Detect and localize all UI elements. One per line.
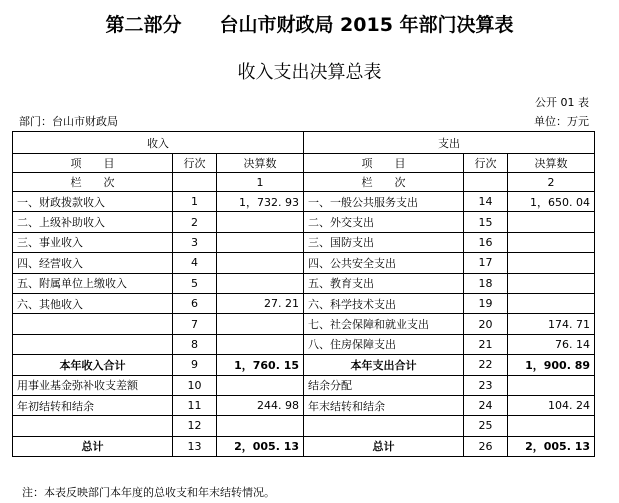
expense-item-cell: 四、公共安全支出 (304, 253, 464, 273)
expense-item-cell: 结余分配 (304, 375, 464, 395)
unit-label: 单位：万元 (534, 115, 589, 128)
expense-item-header: 项 目 (304, 154, 464, 173)
income-item-cell (13, 314, 173, 334)
expense-line-cell: 19 (464, 293, 508, 313)
income-amount-cell (217, 314, 304, 334)
report-title: 第二部分 台山市财政局 2015 年部门决算表 (105, 14, 514, 36)
expense-amount-cell (508, 416, 595, 436)
expense-line-cell: 20 (464, 314, 508, 334)
expense-line-cell: 16 (464, 232, 508, 252)
expense-item-cell: 总计 (304, 436, 464, 456)
expense-amount-cell: 174. 71 (508, 314, 595, 334)
income-amount-cell: 27. 21 (217, 293, 304, 313)
income-amount-header: 决算数 (217, 154, 304, 173)
table-row (13, 273, 595, 293)
table-row (13, 436, 595, 456)
expense-item-cell (304, 416, 464, 436)
income-item-cell: 五、附属单位上缴收入 (13, 273, 173, 293)
income-amount-cell: 2，005. 13 (217, 436, 304, 456)
expense-line-cell: 22 (464, 355, 508, 375)
expense-amount-header: 决算数 (508, 154, 595, 173)
expense-item-cell: 三、国防支出 (304, 232, 464, 252)
income-line-cell: 3 (173, 232, 217, 252)
department-label: 部门：台山市财政局 (19, 115, 118, 128)
expense-index-label: 栏 次 (304, 173, 464, 192)
section-header-row (13, 132, 595, 154)
table-row (13, 395, 595, 415)
expense-amount-cell (508, 273, 595, 293)
expense-line-cell: 17 (464, 253, 508, 273)
expense-amount-cell (508, 375, 595, 395)
expense-amount-cell (508, 253, 595, 273)
table-row (13, 314, 595, 334)
table-row (13, 192, 595, 212)
table-row (13, 375, 595, 395)
income-amount-cell: 1，760. 15 (217, 355, 304, 375)
expense-amount-cell: 2，005. 13 (508, 436, 595, 456)
income-item-cell: 二、上级补助收入 (13, 212, 173, 232)
income-index-value: 1 (217, 173, 304, 192)
income-item-cell: 用事业基金弥补收支差额 (13, 375, 173, 395)
expense-item-cell: 一、一般公共服务支出 (304, 192, 464, 212)
income-item-cell: 三、事业收入 (13, 232, 173, 252)
expense-index-line (464, 173, 508, 192)
income-item-header: 项 目 (13, 154, 173, 173)
income-item-cell: 一、财政拨款收入 (13, 192, 173, 212)
income-line-cell: 2 (173, 212, 217, 232)
column-index-row (13, 173, 595, 192)
income-amount-cell (217, 273, 304, 293)
expense-header: 支出 (304, 132, 595, 154)
expense-line-cell: 23 (464, 375, 508, 395)
expense-line-cell: 25 (464, 416, 508, 436)
expense-amount-cell: 104. 24 (508, 395, 595, 415)
column-header-row (13, 154, 595, 173)
income-item-cell: 四、经营收入 (13, 253, 173, 273)
income-line-cell: 1 (173, 192, 217, 212)
income-line-cell: 12 (173, 416, 217, 436)
income-line-cell: 5 (173, 273, 217, 293)
expense-amount-cell: 1，650. 04 (508, 192, 595, 212)
income-index-label: 栏 次 (13, 173, 173, 192)
income-header: 收入 (13, 132, 304, 154)
income-amount-cell (217, 334, 304, 354)
income-line-cell: 9 (173, 355, 217, 375)
income-line-cell: 10 (173, 375, 217, 395)
income-item-cell: 总计 (13, 436, 173, 456)
income-amount-cell (217, 375, 304, 395)
expense-index-value: 2 (508, 173, 595, 192)
expense-item-cell: 二、外交支出 (304, 212, 464, 232)
income-line-cell: 8 (173, 334, 217, 354)
income-line-cell: 6 (173, 293, 217, 313)
expense-item-cell: 八、住房保障支出 (304, 334, 464, 354)
expense-line-cell: 18 (464, 273, 508, 293)
income-amount-cell (217, 232, 304, 252)
expense-item-cell: 六、科学技术支出 (304, 293, 464, 313)
income-index-line (173, 173, 217, 192)
expense-item-cell: 年末结转和结余 (304, 395, 464, 415)
footnote: 注：本表反映部门本年度的总收支和年末结转情况。 (22, 486, 275, 499)
expense-line-cell: 14 (464, 192, 508, 212)
income-line-cell: 4 (173, 253, 217, 273)
table-subtitle: 收入支出决算总表 (237, 62, 382, 83)
income-line-cell: 13 (173, 436, 217, 456)
income-amount-cell: 244. 98 (217, 395, 304, 415)
expense-line-header: 行次 (464, 154, 508, 173)
expense-item-cell: 本年支出合计 (304, 355, 464, 375)
income-item-cell: 本年收入合计 (13, 355, 173, 375)
income-expense-table (12, 131, 595, 457)
table-row (13, 232, 595, 252)
income-amount-cell (217, 416, 304, 436)
table-row (13, 253, 595, 273)
income-amount-cell (217, 253, 304, 273)
table-row (13, 293, 595, 313)
income-item-cell: 年初结转和结余 (13, 395, 173, 415)
expense-amount-cell (508, 293, 595, 313)
expense-amount-cell: 1，900. 89 (508, 355, 595, 375)
expense-line-cell: 15 (464, 212, 508, 232)
income-item-cell: 六、其他收入 (13, 293, 173, 313)
expense-item-cell: 五、教育支出 (304, 273, 464, 293)
income-line-header: 行次 (173, 154, 217, 173)
expense-amount-cell: 76. 14 (508, 334, 595, 354)
expense-item-cell: 七、社会保障和就业支出 (304, 314, 464, 334)
expense-line-cell: 24 (464, 395, 508, 415)
income-line-cell: 11 (173, 395, 217, 415)
table-row (13, 212, 595, 232)
income-item-cell (13, 334, 173, 354)
income-amount-cell (217, 212, 304, 232)
expense-amount-cell (508, 212, 595, 232)
expense-line-cell: 26 (464, 436, 508, 456)
income-amount-cell: 1，732. 93 (217, 192, 304, 212)
form-number: 公开 01 表 (535, 96, 589, 109)
expense-amount-cell (508, 232, 595, 252)
table-row (13, 355, 595, 375)
table-row (13, 416, 595, 436)
expense-line-cell: 21 (464, 334, 508, 354)
income-item-cell (13, 416, 173, 436)
income-line-cell: 7 (173, 314, 217, 334)
table-row (13, 334, 595, 354)
